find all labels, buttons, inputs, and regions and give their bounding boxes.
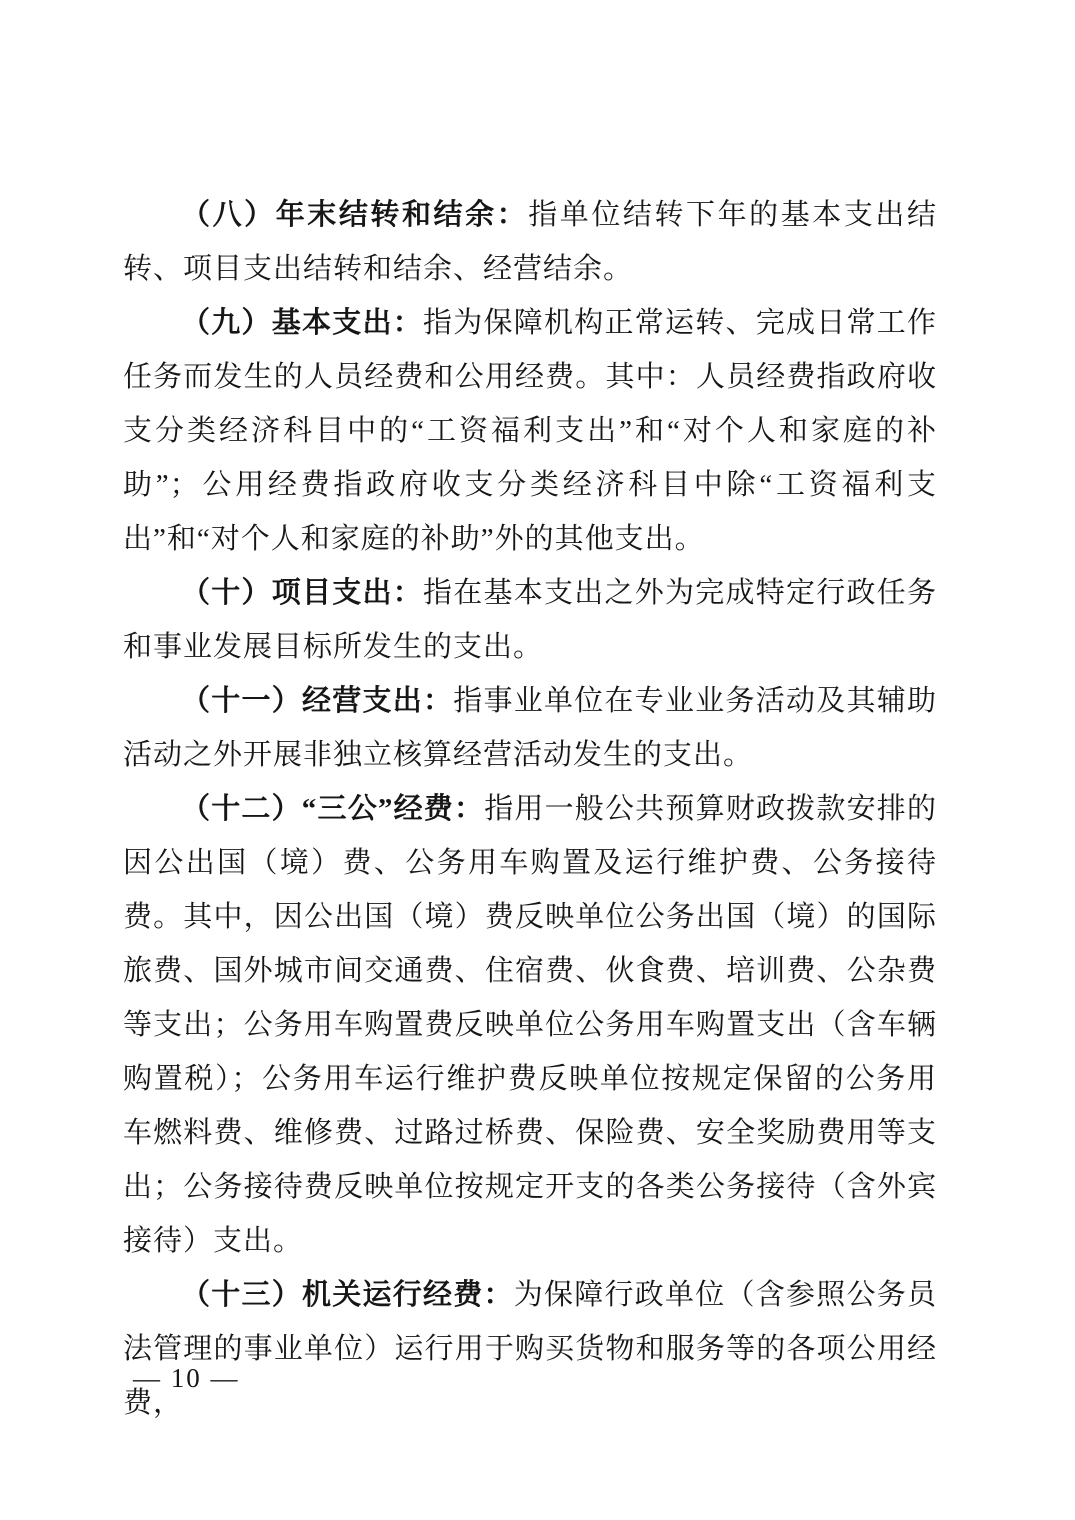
page-number: — 10 —: [133, 1363, 240, 1393]
document-body: [123, 188, 937, 1430]
definition-paragraph-12: [123, 782, 937, 1268]
definition-body: 指为保障机构正常运转、完成日常工作任务而发生的人员经费和公用经费。其中：人员经费指政府收支分类经济科目中的“工资福利支出”和“对个人和家庭的补助”；公用经费指政府收支分类经济科目中除“工资福利支出”和“对个人和家庭的补助”外的其他支出。: [123, 307, 937, 555]
definition-body: 指事业单位在专业业务活动及其辅助活动之外开展非独立核算经营活动发生的支出。: [123, 685, 937, 771]
definition-body: 指用一般公共预算财政拨款安排的因公出国（境）费、公务用车购置及运行维护费、公务接待费。其中，因公出国（境）费反映单位公务出国（境）的国际旅费、国外城市间交通费、住宿费、伙食费、培训费、公杂费等支出；公务用车购置费反映单位公务用车购置支出（含车辆购置税）；公务用车运行维护费反映单位按规定保留的公务用车燃料费、维修费、过路过桥费、保险费、安全奖励费用等支出；公务接待费反映单位按规定开支的各类公务接待（含外宾接待）支出。: [123, 793, 937, 1257]
definition-paragraph-9: [123, 296, 937, 566]
definition-term: （九）基本支出：: [181, 307, 423, 339]
definition-paragraph-11: [123, 674, 937, 782]
definition-term: （十二）“三公”经费：: [181, 793, 485, 825]
definition-term: （十）项目支出：: [181, 577, 423, 609]
definition-paragraph-8: [123, 188, 937, 296]
definition-term: （十一）经营支出：: [181, 685, 454, 717]
definition-paragraph-10: [123, 566, 937, 674]
definition-term: （十三）机关运行经费：: [181, 1279, 514, 1311]
definition-body: 为保障行政单位（含参照公务员法管理的事业单位）运行用于购买货物和服务等的各项公用经费，: [123, 1279, 937, 1419]
definition-term: （八）年末结转和结余：: [181, 199, 529, 231]
definition-body: 指在基本支出之外为完成特定行政任务和事业发展目标所发生的支出。: [123, 577, 937, 663]
definition-paragraph-13: [123, 1268, 937, 1430]
definition-body: 指单位结转下年的基本支出结转、项目支出结转和结余、经营结余。: [123, 199, 937, 285]
